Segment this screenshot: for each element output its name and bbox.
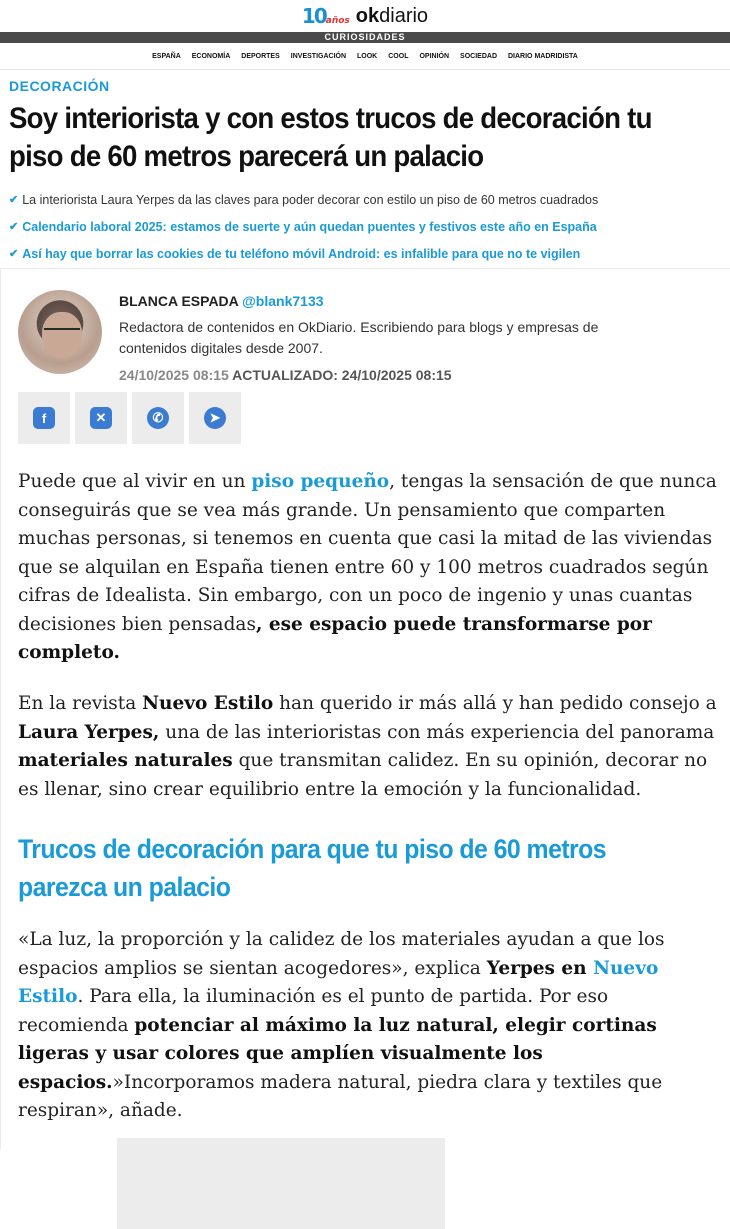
logo-ok: ok bbox=[355, 4, 380, 27]
nav-item-sociedad[interactable]: SOCIEDAD bbox=[460, 52, 497, 60]
telegram-icon: ➤ bbox=[204, 407, 226, 429]
summary-bullet bbox=[9, 186, 709, 213]
whatsapp-icon: ✆ bbox=[147, 407, 169, 429]
author-handle[interactable]: @blank7133 bbox=[242, 293, 324, 309]
share-facebook-button[interactable] bbox=[18, 392, 70, 444]
nav-item-cool[interactable]: COOL bbox=[388, 52, 409, 60]
related-link-text[interactable]: Calendario laboral 2025: estamos de suerte y aún quedan puentes y festivos este año en España bbox=[22, 219, 597, 234]
logo-diario: diario bbox=[379, 4, 429, 27]
related-links bbox=[9, 186, 709, 267]
nav-item-opinion[interactable]: OPINIÓN bbox=[419, 52, 450, 60]
nav-item-investigacion[interactable]: INVESTIGACIÓN bbox=[290, 52, 347, 60]
updated-date: ACTUALIZADO: 24/10/2025 08:15 bbox=[232, 367, 452, 383]
bold-text: Yerpes en bbox=[486, 957, 594, 979]
summary-text: La interiorista Laura Yerpes da las claves para poder decorar con estilo un piso de 60 metros cuadrados bbox=[22, 192, 599, 207]
share-whatsapp-button[interactable] bbox=[132, 392, 184, 444]
bold-text: Laura Yerpes, bbox=[18, 721, 160, 743]
bold-text: potenciar al máximo la luz natural, elegir cortinas ligeras y usar colores que amplíen visualmente los espacios. bbox=[18, 1014, 657, 1093]
logo-years: años bbox=[325, 16, 350, 26]
facebook-icon: f bbox=[33, 407, 55, 429]
okdiario-logo[interactable] bbox=[356, 5, 428, 28]
check-icon: ✔ bbox=[9, 193, 19, 206]
paragraph-quote bbox=[18, 926, 718, 1126]
text-run: Puede que al vivir en un bbox=[18, 471, 252, 492]
text-run: En la revista bbox=[18, 693, 143, 714]
paragraph-intro bbox=[18, 468, 718, 668]
text-run: »Incorporamos madera natural, piedra clara y textiles que respiran», añade. bbox=[18, 1071, 663, 1121]
article-title: Soy interiorista y con estos trucos de decoración tu piso de 60 metros parecerá un palacio bbox=[9, 102, 652, 173]
nav-item-diario-madridista[interactable]: DIARIO MADRIDISTA bbox=[508, 52, 578, 60]
piso-pequeno-link[interactable]: piso pequeño bbox=[251, 471, 390, 492]
avatar-glasses bbox=[44, 328, 80, 338]
nav-item-look[interactable]: LOOK bbox=[357, 52, 378, 60]
ad-placeholder[interactable] bbox=[117, 1138, 445, 1229]
check-icon: ✔ bbox=[9, 220, 19, 233]
share-buttons bbox=[18, 392, 241, 444]
nuevo-estilo-link[interactable]: Nuevo Estilo bbox=[18, 957, 659, 1007]
check-icon: ✔ bbox=[9, 247, 19, 260]
author-avatar[interactable] bbox=[18, 290, 102, 374]
text-run: que transmitan calidez. En su opinión, decorar no es llenar, sino crear equilibrio entre la emoción y la funcionalidad. bbox=[18, 750, 708, 800]
related-link-text[interactable]: Así hay que borrar las cookies de tu teléfono móvil Android: es infalible para que no te vigilen bbox=[22, 246, 581, 261]
main-nav bbox=[0, 43, 730, 70]
text-run: . Para ella, la iluminación es el punto de partida. Por eso recomienda bbox=[18, 986, 609, 1036]
author-byline bbox=[119, 293, 324, 309]
paragraph-nuevo-estilo bbox=[18, 690, 718, 804]
related-link[interactable] bbox=[9, 240, 709, 267]
share-x-button[interactable] bbox=[75, 392, 127, 444]
nav-item-espana[interactable]: ESPAÑA bbox=[152, 52, 181, 60]
author-name[interactable]: BLANCA ESPADA bbox=[119, 293, 239, 309]
site-header bbox=[0, 0, 730, 32]
bold-text: Nuevo Estilo bbox=[142, 693, 274, 714]
nav-item-deportes[interactable]: DEPORTES bbox=[241, 52, 280, 60]
bold-text: , ese espacio puede transformarse por completo. bbox=[18, 613, 652, 663]
anniversary-logo[interactable] bbox=[302, 4, 350, 28]
published-date: 24/10/2025 08:15 bbox=[119, 367, 229, 383]
share-telegram-button[interactable] bbox=[189, 392, 241, 444]
related-link[interactable] bbox=[9, 213, 709, 240]
text-run: han querido ir más allá y han pedido consejo a bbox=[273, 693, 717, 714]
x-icon: ✕ bbox=[90, 407, 112, 429]
article-category[interactable]: DECORACIÓN bbox=[9, 78, 110, 94]
section-subheading: Trucos de decoración para que tu piso de 60 metros parezca un palacio bbox=[18, 834, 607, 902]
author-bio: Redactora de contenidos en OkDiario. Escribiendo para blogs y empresas de contenidos digitales desde 2007. bbox=[119, 319, 599, 356]
text-run: una de las interioristas con más experiencia del panorama bbox=[159, 721, 715, 743]
text-run: , tengas la sensación de que nunca conseguirás que se vea más grande. Un pensamiento que comparten muchas personas, si tenemos en cuenta que casi la mitad de las viviendas que se alquilan en España tienen entre 60 y 100 metros cuadrados según cifras de Idealista. Sin embargo, con un poco de ingenio y unas cuantas decisiones bien pensadas bbox=[18, 471, 717, 635]
bold-text: materiales naturales bbox=[18, 750, 233, 771]
article-dates bbox=[119, 367, 452, 383]
section-bar[interactable]: CURIOSIDADES bbox=[0, 32, 730, 43]
text-run: «La luz, la proporción y la calidez de los materiales ayudan a que los espacios amplios se sientan acogedores», explica bbox=[18, 929, 665, 979]
nav-item-economia[interactable]: ECONOMÍA bbox=[191, 52, 231, 60]
logo-number: 10 bbox=[301, 4, 326, 28]
